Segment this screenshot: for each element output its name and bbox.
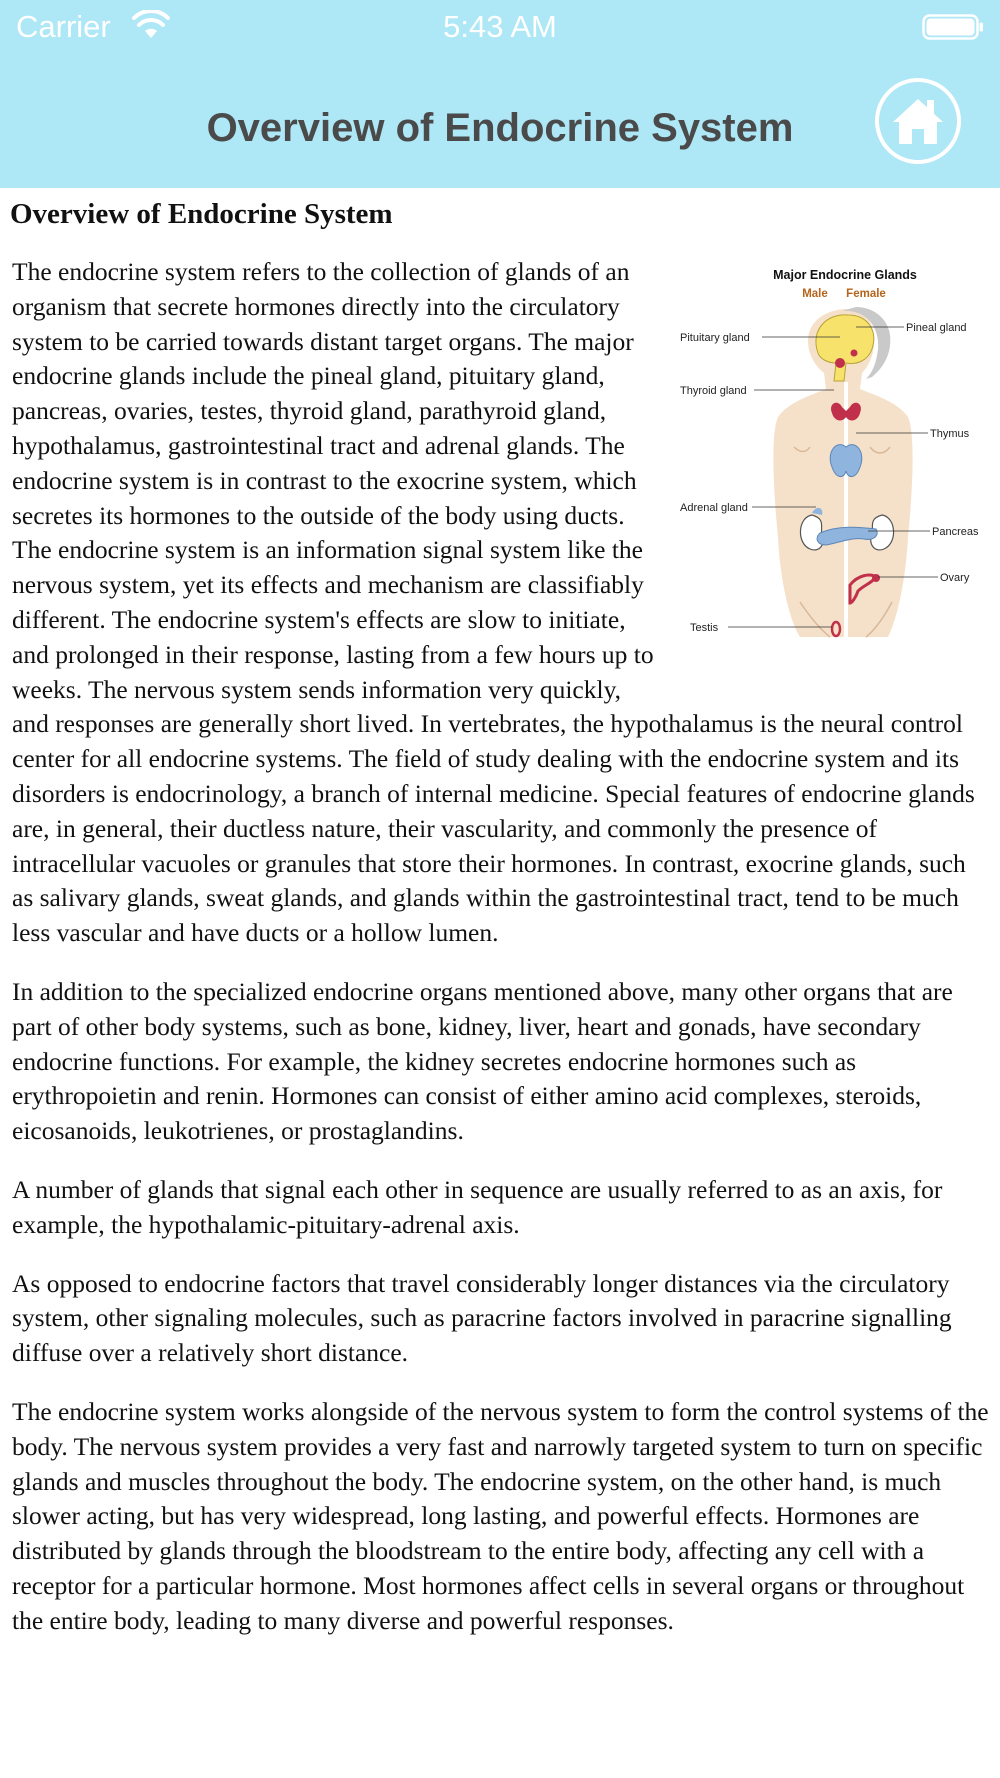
status-bar [0,0,1000,54]
paragraph-3: A number of glands that signal each other in sequence are usually referred to as an axis, for example, the hypothalamic-pituitary-adrenal axis. [12,1174,943,1239]
label-ovary: Ovary [940,572,970,584]
navigation-bar [0,54,1000,188]
label-thymus: Thymus [930,428,970,440]
paragraph-4: As opposed to endocrine factors that travel considerably longer distances via the circulatory system, other signaling molecules, such as paracrine factors involved in paracrine signalling diffuse over a relatively short distance. [12,1268,952,1368]
nav-title: Overview of Endocrine System [206,106,794,150]
endocrine-glands-figure [670,257,1000,677]
label-pituitary: Pituitary gland [680,332,750,344]
carrier-label: Carrier [16,9,111,44]
battery-icon [922,14,984,40]
label-pineal: Pineal gland [906,322,967,334]
thymus-shape [830,445,862,477]
article-heading: Overview of Endocrine System [10,198,393,230]
article-content [10,188,990,1662]
home-button[interactable] [875,78,961,164]
figure-title: Major Endocrine Glands [773,268,917,282]
figure-legend-male: Male [802,288,828,300]
paragraph-5: The endocrine system works alongside of the nervous system to form the control systems of the body. The nervous system provides a very fast and narrowly targeted system to turn on specific glands and muscles throughout the body. The endocrine system, on the other hand, is much slower acting, but has very widespread, long lasting, and powerful effects. Hormones are distributed by glands through the bloodstream to the entire body, affecting any cell with a receptor for a particular hormone. Most hormones affect cells in several organs or throughout the entire body, leading to many diverse and powerful responses. [12,1396,989,1635]
paragraph-1: The endocrine system refers to the collection of glands of an organism that secrete hormones directly into the circulatory system to be carried towards distant target organs. The major endocrine glands include the pineal gland, pituitary gland, pancreas, ovaries, testes, thyroid gland, parathyroid gland, hypothalamus, gastrointestinal tract and adrenal glands. The endocrine system is in contrast to the exocrine system, which secretes its hormones to the outside of the body using ducts. The endocrine system is an information signal system like the nervous system, yet its effects and mechanism are classifiably different. The endocrine system's effects are slow to initiate, and prolonged in their response, lasting from a few hours up to weeks. The nervous system sends information very quickly, and responses are generally short lived. In vertebrates, the hypothalamus is the neural control center for all endocrine systems. The field of study dealing with the endocrine system and its disorders is endocrinology, a branch of internal medicine. Special features of endocrine glands are, in general, their ductless nature, their vascularity, and commonly the presence of intracellular vacuoles or granules that store their hormones. In contrast, exocrine glands, such as salivary glands, sweat glands, and glands within the gastrointestinal tract, tend to be much less vascular and have ducts or a hollow lumen. [12,257,975,948]
kidney-shape [800,515,823,550]
status-time: 5:43 AM [443,9,557,44]
label-testis: Testis [690,622,719,634]
label-adrenal: Adrenal gland [680,502,748,514]
label-pancreas: Pancreas [932,526,979,538]
home-icon [891,96,945,146]
label-thyroid: Thyroid gland [680,385,747,397]
figure-legend-female: Female [846,288,886,300]
paragraph-2: In addition to the specialized endocrine organs mentioned above, many other organs that are part of other body systems, such as bone, kidney, liver, heart and gonads, have secondary endocrine functions. For example, the kidney secretes endocrine hormones such as erythropoietin and renin. Hormones can consist of either amino acid complexes, steroids, eicosanoids, leukotrienes, or prostaglandins. [12,976,953,1146]
